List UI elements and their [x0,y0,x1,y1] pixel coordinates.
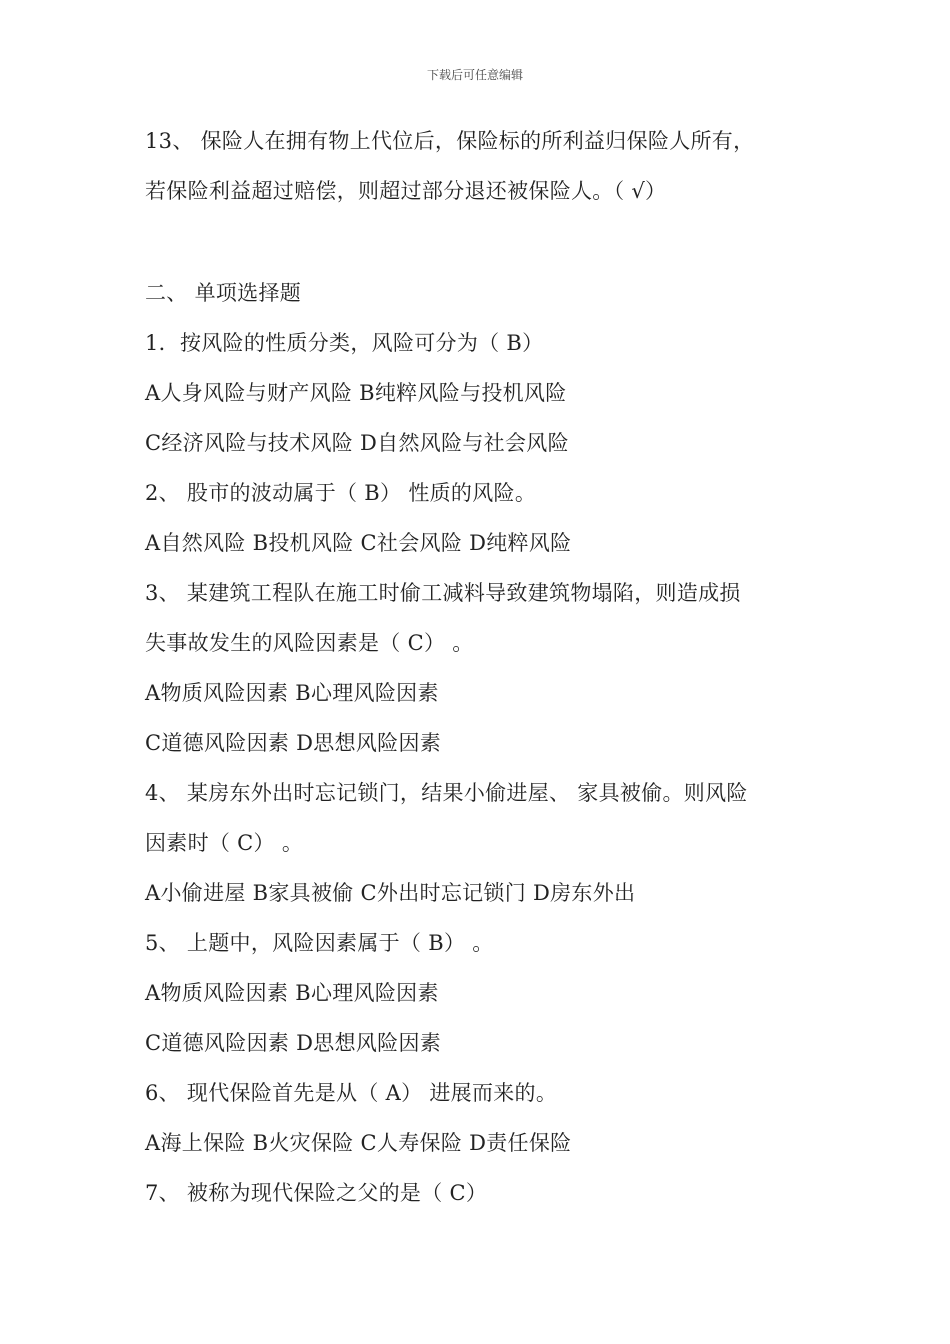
section-title: 二、 单项选择题 [145,281,302,305]
q13-line-2: 若保险利益超过赔偿，则超过部分退还被保险人。（ √） [145,179,667,203]
q7-stem: 7、 被称为现代保险之父的是（ C） [145,1181,488,1205]
q1-options-1: A人身风险与财产风险 B纯粹风险与投机风险 [145,381,567,405]
q3-options-1: A物质风险因素 B心理风险因素 [145,681,439,705]
q1-stem: 1．按风险的性质分类，风险可分为（ B） [145,331,544,355]
q5-stem: 5、 上题中，风险因素属于（ B） 。 [145,931,494,955]
q2-options: A自然风险 B投机风险 C社会风险 D纯粹风险 [145,531,572,555]
q6-stem: 6、 现代保险首先是从（ A） 进展而来的。 [145,1081,558,1105]
q3-options-2: C道德风险因素 D思想风险因素 [145,731,442,755]
q13-line-1: 13、 保险人在拥有物上代位后，保险标的所利益归保险人所有， [145,129,755,153]
q4-options: A小偷进屋 B家具被偷 C外出时忘记锁门 D房东外出 [145,881,636,905]
q2-stem: 2、 股市的波动属于（ B） 性质的风险。 [145,481,537,505]
q3-stem-2: 失事故发生的风险因素是（ C） 。 [145,631,474,655]
q4-stem-1: 4、 某房东外出时忘记锁门，结果小偷进屋、 家具被偷。则风险 [145,781,748,805]
document-body [145,116,835,1218]
q1-options-2: C经济风险与技术风险 D自然风险与社会风险 [145,431,569,455]
spacer [145,216,835,268]
q6-options: A海上保险 B火灾保险 C人寿保险 D责任保险 [145,1131,572,1155]
q4-stem-2: 因素时（ C） 。 [145,831,304,855]
q5-options-1: A物质风险因素 B心理风险因素 [145,981,439,1005]
q5-options-2: C道德风险因素 D思想风险因素 [145,1031,442,1055]
q3-stem-1: 3、 某建筑工程队在施工时偷工减料导致建筑物塌陷，则造成损 [145,581,741,605]
page-header-note: 下载后可任意编辑 [426,68,523,82]
